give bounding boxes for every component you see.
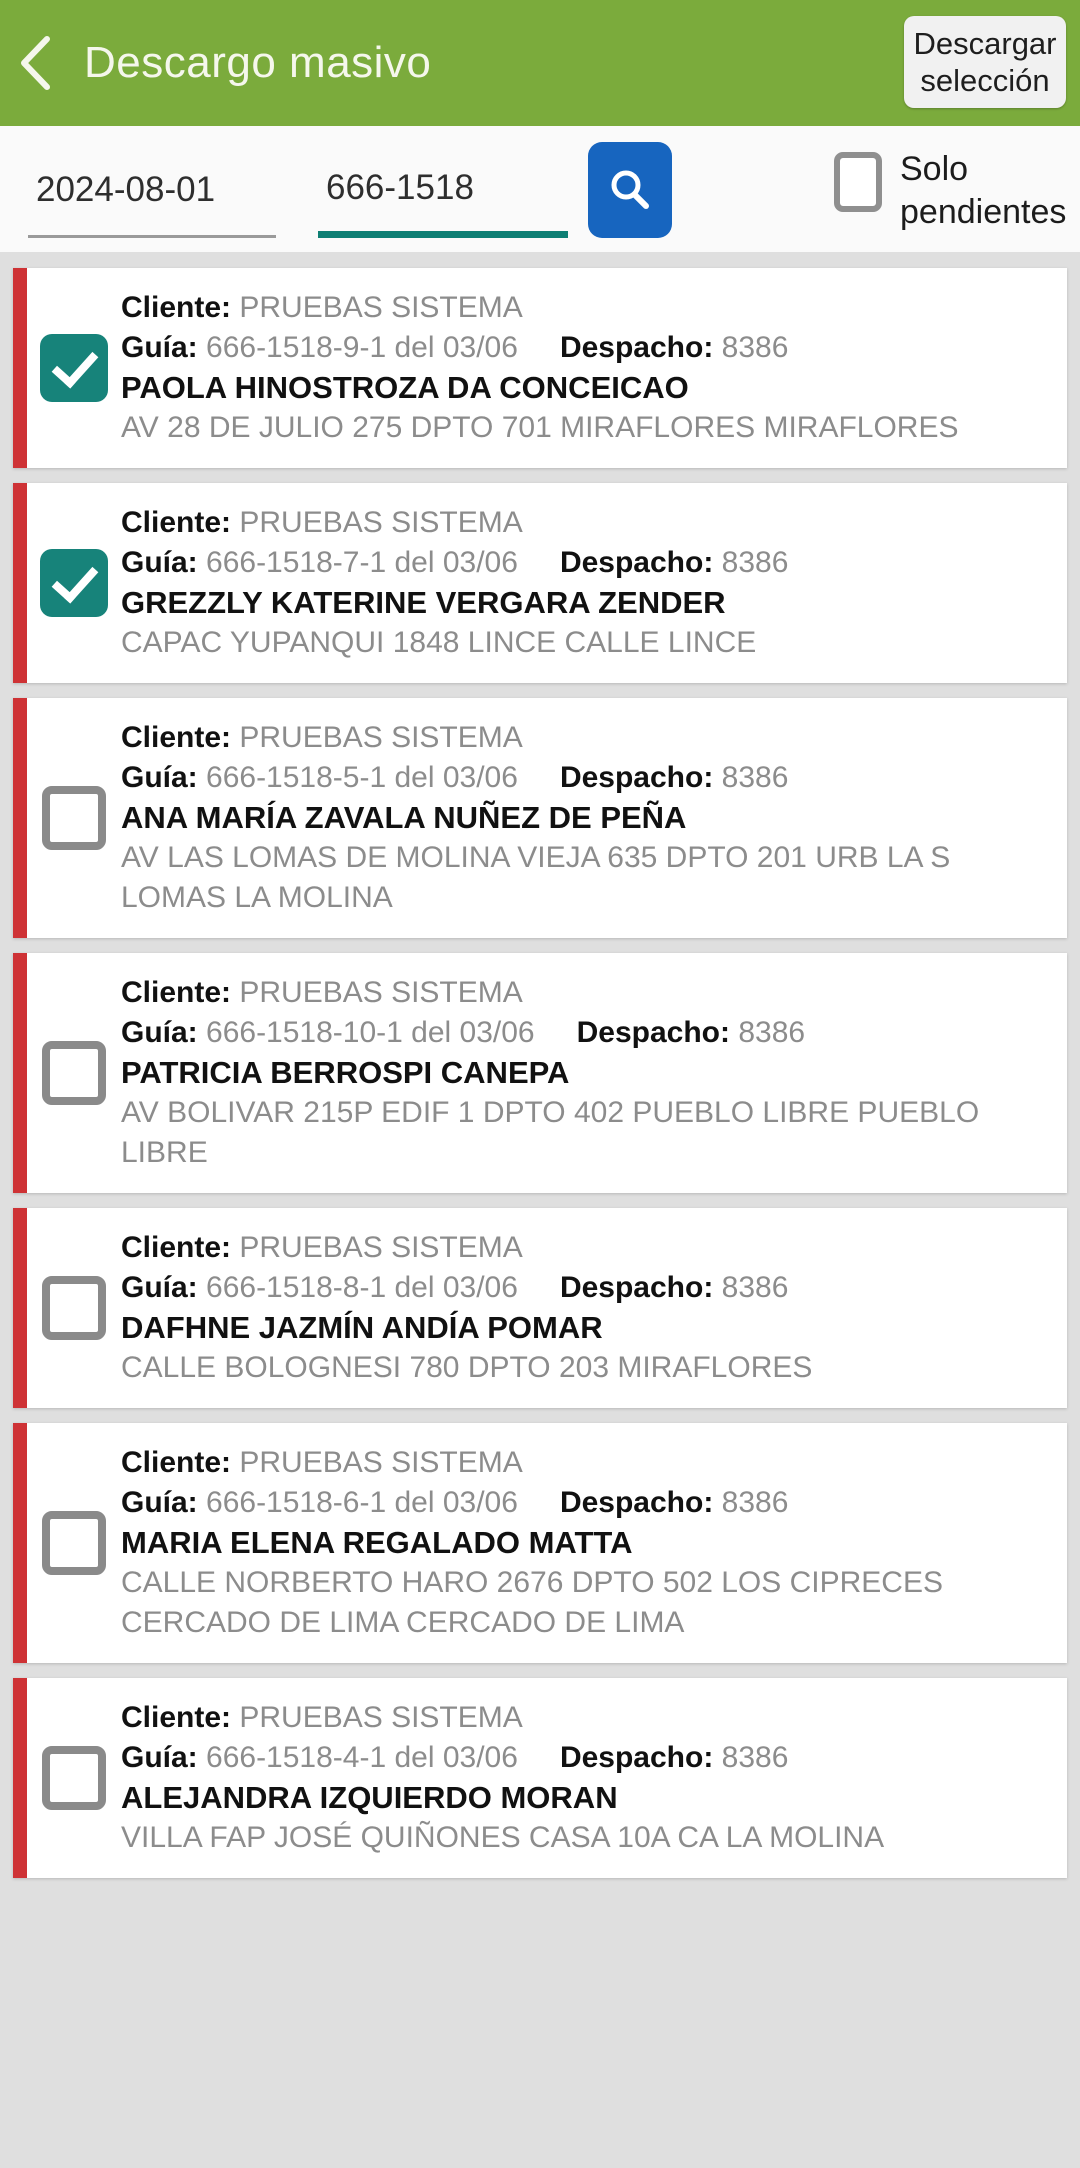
recipient-address: VILLA FAP JOSÉ QUIÑONES CASA 10A CA LA MOLINA — [121, 1821, 885, 1854]
shipment-list — [0, 252, 1080, 1878]
recipient-name: ALEJANDRA IZQUIERDO MORAN — [121, 1780, 618, 1815]
guia-value: 666-1518-6-1 del 03/06 — [206, 1486, 518, 1519]
search-button[interactable] — [588, 142, 672, 238]
cliente-label: Cliente: — [121, 1446, 232, 1479]
recipient-address: AV BOLIVAR 215P EDIF 1 DPTO 402 PUEBLO LIBRE PUEBLO LIBRE — [121, 1096, 980, 1169]
recipient-name: ANA MARÍA ZAVALA NUÑEZ DE PEÑA — [121, 800, 687, 835]
despacho-label: Despacho: — [576, 1016, 730, 1049]
guia-line — [121, 1483, 1043, 1523]
despacho-label: Despacho: — [559, 331, 714, 364]
row-checkbox[interactable] — [42, 1746, 106, 1810]
shipment-card[interactable] — [13, 1423, 1067, 1663]
cliente-value: PRUEBAS SISTEMA — [239, 1446, 523, 1479]
despacho-value: 8386 — [721, 1486, 789, 1519]
cliente-label: Cliente: — [121, 506, 232, 539]
cliente-label: Cliente: — [121, 721, 232, 754]
guia-label: Guía: — [121, 761, 198, 794]
shipment-card[interactable] — [13, 483, 1067, 683]
cliente-line — [121, 1228, 1043, 1268]
chevron-left-icon — [18, 35, 52, 91]
cliente-value: PRUEBAS SISTEMA — [239, 1231, 523, 1264]
page-title: Descargo masivo — [84, 38, 432, 87]
cliente-line — [121, 718, 1043, 758]
guia-value: 666-1518-7-1 del 03/06 — [206, 546, 518, 579]
app-header — [0, 0, 1080, 126]
cliente-value: PRUEBAS SISTEMA — [239, 976, 523, 1009]
cliente-line — [121, 1698, 1043, 1738]
despacho-value: 8386 — [721, 1741, 789, 1774]
despacho-value: 8386 — [721, 1271, 789, 1304]
shipment-card[interactable] — [13, 698, 1067, 938]
cliente-line — [121, 288, 1043, 328]
guia-line — [121, 1268, 1043, 1308]
despacho-value: 8386 — [738, 1016, 806, 1049]
row-checkbox[interactable] — [42, 1041, 106, 1105]
guia-label: Guía: — [121, 1741, 198, 1774]
despacho-value: 8386 — [721, 331, 789, 364]
despacho-label: Despacho: — [559, 761, 714, 794]
row-checkbox[interactable] — [40, 334, 108, 402]
only-pending-label: Solo pendientes — [900, 150, 1067, 231]
cliente-value: PRUEBAS SISTEMA — [239, 291, 523, 324]
guia-value: 666-1518-9-1 del 03/06 — [206, 331, 518, 364]
guia-value: 666-1518-5-1 del 03/06 — [206, 761, 518, 794]
date-input[interactable]: 2024-08-01 — [28, 144, 276, 238]
cliente-label: Cliente: — [121, 1231, 232, 1264]
cliente-line — [121, 503, 1043, 543]
row-checkbox[interactable] — [40, 549, 108, 617]
shipment-card[interactable] — [13, 1678, 1067, 1878]
recipient-address: CALLE NORBERTO HARO 2676 DPTO 502 LOS CIPRECES CERCADO DE LIMA CERCADO DE LIMA — [121, 1566, 943, 1639]
guia-line — [121, 1013, 1043, 1053]
cliente-label: Cliente: — [121, 976, 232, 1009]
guia-label: Guía: — [121, 1016, 198, 1049]
recipient-address: CAPAC YUPANQUI 1848 LINCE CALLE LINCE — [121, 626, 757, 659]
recipient-name: PATRICIA BERROSPI CANEPA — [121, 1055, 570, 1090]
guia-value: 666-1518-10-1 del 03/06 — [206, 1016, 535, 1049]
filter-bar — [0, 126, 1080, 252]
despacho-label: Despacho: — [559, 1271, 714, 1304]
download-selection-button[interactable]: Descargar selección — [904, 16, 1066, 108]
recipient-address: CALLE BOLOGNESI 780 DPTO 203 MIRAFLORES — [121, 1351, 813, 1384]
cliente-line — [121, 973, 1043, 1013]
guia-line — [121, 328, 1043, 368]
guia-label: Guía: — [121, 546, 198, 579]
shipment-card[interactable] — [13, 953, 1067, 1193]
only-pending-toggle[interactable] — [834, 148, 1072, 233]
shipment-card[interactable] — [13, 268, 1067, 468]
despacho-label: Despacho: — [559, 1741, 714, 1774]
recipient-name: PAOLA HINOSTROZA DA CONCEICAO — [121, 370, 689, 405]
guia-label: Guía: — [121, 1486, 198, 1519]
despacho-value: 8386 — [721, 546, 789, 579]
recipient-name: MARIA ELENA REGALADO MATTA — [121, 1525, 633, 1560]
back-button[interactable] — [0, 0, 70, 126]
row-checkbox[interactable] — [42, 786, 106, 850]
row-checkbox[interactable] — [42, 1276, 106, 1340]
cliente-value: PRUEBAS SISTEMA — [239, 506, 523, 539]
guia-line — [121, 1738, 1043, 1778]
despacho-label: Despacho: — [559, 1486, 714, 1519]
guia-line — [121, 543, 1043, 583]
recipient-name: GREZZLY KATERINE VERGARA ZENDER — [121, 585, 726, 620]
guia-label: Guía: — [121, 331, 198, 364]
cliente-label: Cliente: — [121, 291, 232, 324]
cliente-value: PRUEBAS SISTEMA — [239, 1701, 523, 1734]
shipment-card[interactable] — [13, 1208, 1067, 1408]
search-icon — [606, 166, 654, 214]
recipient-address: AV LAS LOMAS DE MOLINA VIEJA 635 DPTO 201 URB LA S LOMAS LA MOLINA — [121, 841, 951, 914]
only-pending-checkbox[interactable] — [834, 152, 882, 212]
guide-number-input[interactable]: 666-1518 — [318, 144, 568, 238]
despacho-label: Despacho: — [559, 546, 714, 579]
guia-label: Guía: — [121, 1271, 198, 1304]
row-checkbox[interactable] — [42, 1511, 106, 1575]
guia-value: 666-1518-4-1 del 03/06 — [206, 1741, 518, 1774]
recipient-address: AV 28 DE JULIO 275 DPTO 701 MIRAFLORES MIRAFLORES — [121, 411, 959, 444]
cliente-label: Cliente: — [121, 1701, 232, 1734]
cliente-value: PRUEBAS SISTEMA — [239, 721, 523, 754]
recipient-name: DAFHNE JAZMÍN ANDÍA POMAR — [121, 1310, 603, 1345]
despacho-value: 8386 — [721, 761, 789, 794]
guia-line — [121, 758, 1043, 798]
guia-value: 666-1518-8-1 del 03/06 — [206, 1271, 518, 1304]
cliente-line — [121, 1443, 1043, 1483]
